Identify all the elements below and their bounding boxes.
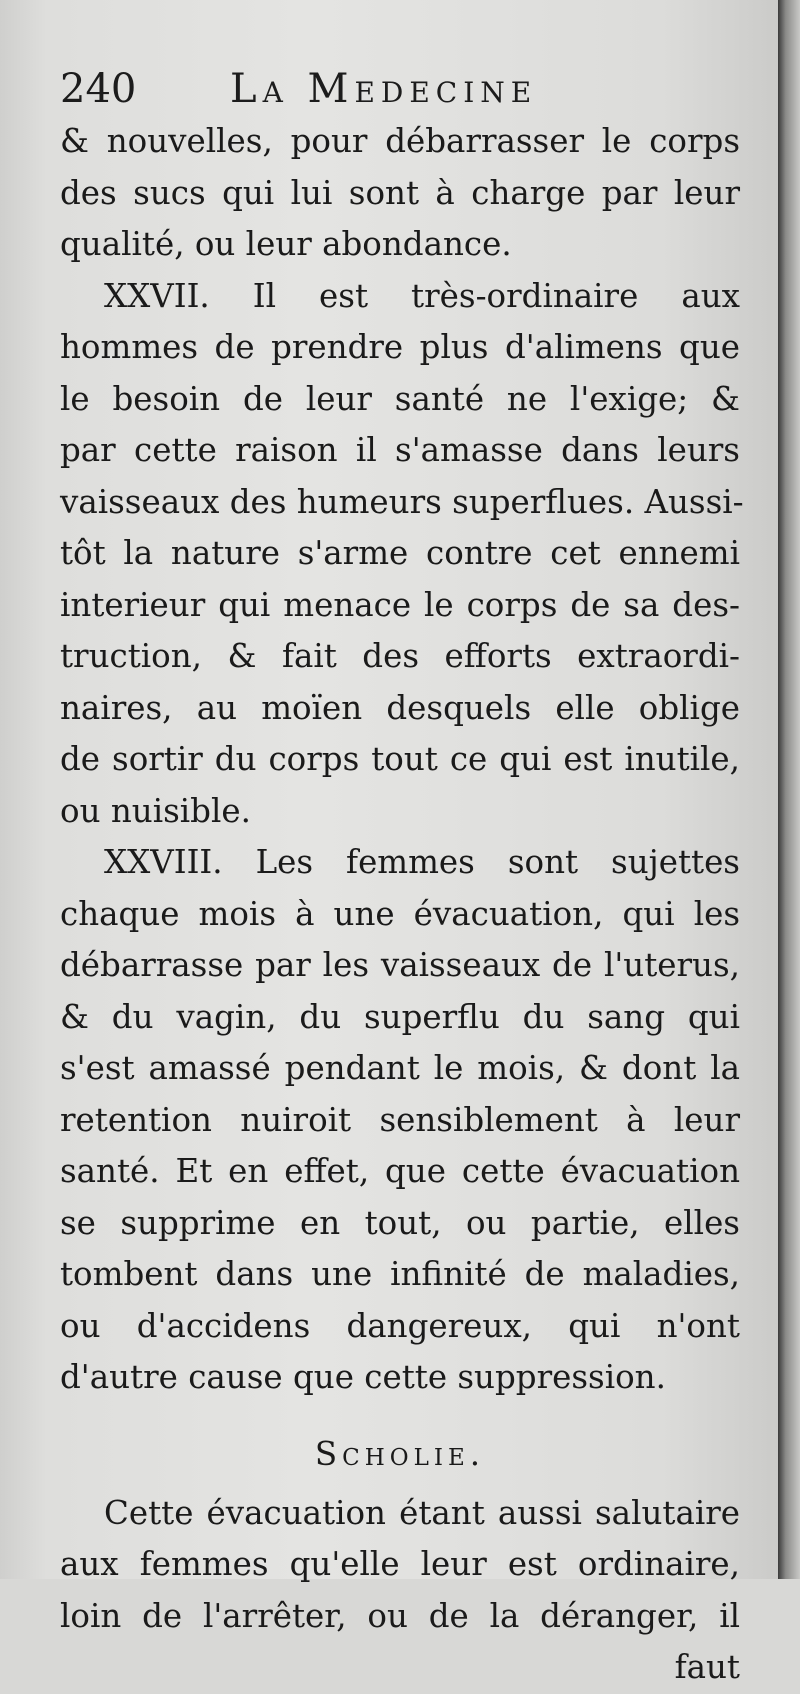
page-number: 240 <box>60 66 137 112</box>
text-line: de sortir du corps tout ce qui est inutile, <box>60 740 740 778</box>
text-line: hommes de prendre plus d'alimens que <box>60 328 740 366</box>
text-line: truction, & fait des efforts extraordi- <box>60 637 740 675</box>
running-title: La Medecine <box>230 66 538 112</box>
article-start-xxviii: XXVIII. Les femmes sont sujettes <box>104 843 740 881</box>
text-line: des sucs qui lui sont à charge par leur <box>60 173 740 212</box>
text-line: s'est amassé pendant le mois, & dont la <box>60 1049 740 1087</box>
catchword: faut <box>674 1648 740 1686</box>
text-line: & nouvelles, pour débarrasser le corps <box>60 122 740 160</box>
text-line: d'autre cause que cette suppression. <box>60 1358 666 1396</box>
text-line: qualité, ou leur abondance. <box>60 225 512 263</box>
text-line: se supprime en tout, ou partie, elles <box>60 1203 740 1242</box>
text-line: interieur qui menace le corps de sa des- <box>60 585 740 624</box>
text-line: tombent dans une infinité de maladies, <box>60 1255 740 1293</box>
text-line: tôt la nature s'arme contre cet ennemi <box>60 534 740 572</box>
body-text <box>60 116 744 1694</box>
text-line: & du vagin, du superflu du sang qui <box>60 997 740 1036</box>
section-heading-scholie: Scholie. <box>314 1434 486 1473</box>
article-start-xxvii: XXVII. Il est très-ordinaire aux <box>104 276 740 315</box>
text-line: par cette raison il s'amasse dans leurs <box>60 431 740 469</box>
text-line: le besoin de leur santé ne l'exige; & <box>60 379 740 418</box>
text-line: aux femmes qu'elle leur est ordinaire, <box>60 1545 740 1583</box>
text-line: chaque mois à une évacuation, qui les <box>60 894 740 933</box>
text-line: santé. Et en effet, que cette évacuation <box>60 1152 740 1190</box>
book-gutter-shadow <box>778 0 800 1579</box>
text-line: débarrasse par les vaisseaux de l'uterus, <box>60 946 740 984</box>
text-line: Cette évacuation étant aussi salutaire <box>104 1493 740 1532</box>
page-header <box>60 64 600 114</box>
text-line: ou d'accidens dangereux, qui n'ont <box>60 1306 740 1345</box>
text-line: ou nuisible. <box>60 791 251 830</box>
text-line: loin de l'arrêter, ou de la déranger, il <box>60 1596 740 1635</box>
text-line: retention nuiroit sensiblement à leur <box>60 1100 740 1139</box>
text-line: naires, au moïen desquels elle oblige <box>60 688 740 727</box>
text-line: vaisseaux des humeurs superflues. Aussi- <box>60 482 744 521</box>
